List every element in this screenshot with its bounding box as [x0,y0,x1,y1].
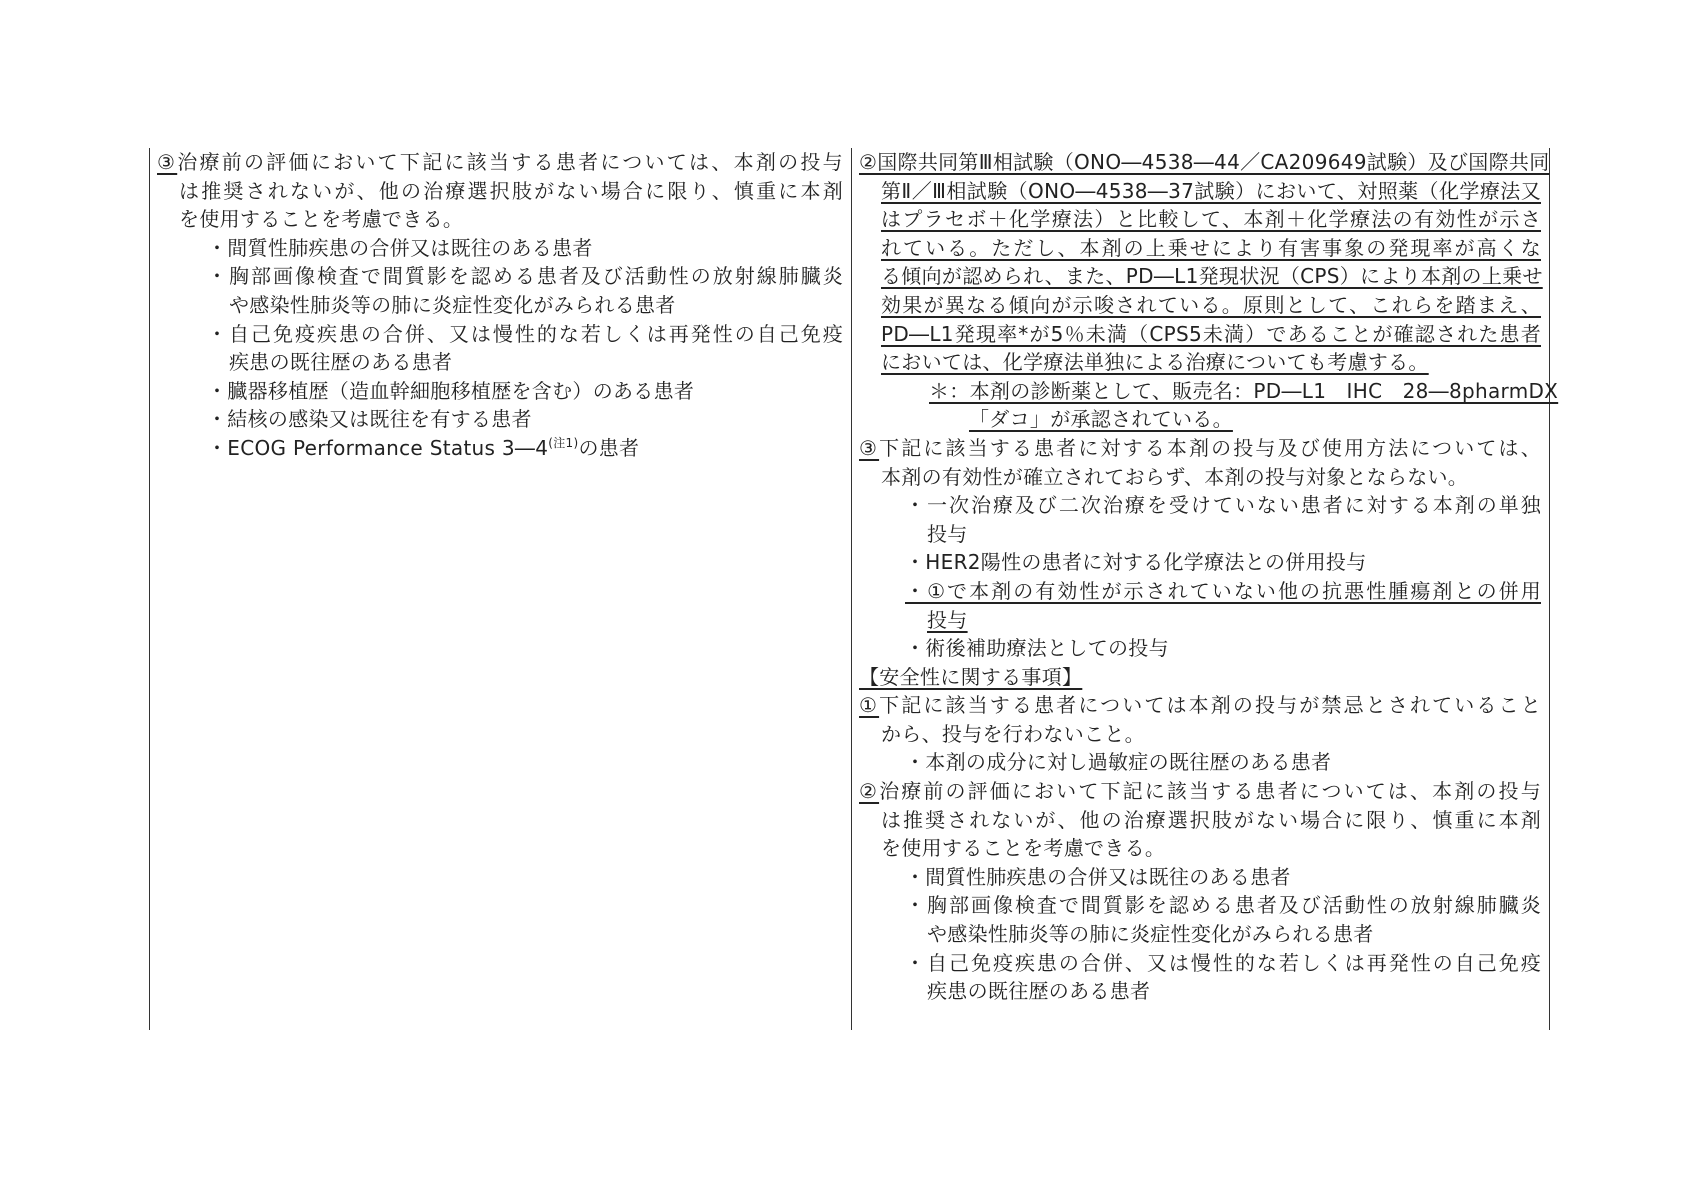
circled-number: ① [859,693,880,718]
circled-number: ③ [859,435,880,460]
underlined-text: 【安全性に関する事項】 [859,664,1083,689]
document-table [149,148,1559,1030]
text-line: ・HER2陽性の患者に対する化学療法との併用投与 [905,550,1367,575]
text-line: や感染性肺炎等の肺に炎症性変化がみられる患者 [927,922,1374,947]
line-text: ・ECOG Performance Status 3―4 [207,435,549,460]
text-line: ・胸部画像検査で間質影を認める患者及び活動性の放射線肺臓炎 [905,893,1541,918]
line-text: 治療前の評価において下記に該当する患者については、本剤の投与 [879,779,1541,804]
underlined-text: 効果が異なる傾向が示唆されている。原則として、これらを踏まえ、 [881,292,1541,317]
text-line: ・間質性肺疾患の合併又は既往のある患者 [207,235,593,260]
text-line [859,234,1541,263]
text-line [859,691,1541,720]
text-line [859,777,1541,806]
circled-number: ③ [157,150,178,174]
text-line [859,262,1541,291]
text-line [859,434,1541,463]
left-column [157,148,843,463]
table-column-divider [851,148,852,1030]
text-line: ・間質性肺疾患の合併又は既往のある患者 [905,864,1291,889]
line-text: 下記に該当する患者については本剤の投与が禁忌とされていること [879,693,1541,718]
text-line [859,577,1541,606]
text-line [859,348,1541,377]
text-line [859,148,1550,177]
text-line: 疾患の既往歴のある患者 [927,979,1151,1004]
text-line [859,177,1541,206]
text-line: ・本剤の成分に対し過敏症の既往歴のある患者 [905,750,1332,775]
text-line: ・自己免疫疾患の合併、又は慢性的な若しくは再発性の自己免疫 [905,950,1541,975]
text-line: ・臓器移植歴（造血幹細胞移植歴を含む）のある患者 [207,378,695,403]
underlined-text: 「ダコ」が承認されている。 [969,407,1233,432]
underlined-text: はプラセボ＋化学療法）と比較して、本剤＋化学療法の有効性が示さ [881,207,1541,232]
text-line [859,663,1541,692]
text-line: 投与 [927,521,968,546]
underlined-text: ・①で本剤の有効性が示されていない他の抗悪性腫瘍剤との併用 [905,578,1541,603]
right-column [859,148,1559,1006]
underlined-text: 投与 [927,607,968,632]
text-line: ・自己免疫疾患の合併、又は慢性的な若しくは再発性の自己免疫 [207,321,843,346]
text-line: 本剤の有効性が確立されておらず、本剤の投与対象とならない。 [881,464,1469,489]
text-line [157,148,843,177]
footnote-ref: (注1) [548,435,579,450]
table-right-border [1549,148,1550,1030]
text-line [157,434,843,463]
text-line: を使用することを考慮できる。 [179,207,464,232]
text-line: ・一次治療及び二次治療を受けていない患者に対する本剤の単独 [905,493,1541,518]
text-line: を使用することを考慮できる。 [881,836,1166,861]
text-line [859,405,1541,434]
underlined-text: る傾向が認められ、また、PD―L1発現状況（CPS）により本剤の上乗せ [881,264,1543,289]
text-line: ・結核の感染又は既往を有する患者 [207,407,532,432]
underlined-text: 第Ⅱ／Ⅲ相試験（ONO―4538―37試験）において、対照薬（化学療法又 [881,178,1541,203]
text-line [859,291,1541,320]
text-line: ・胸部画像検査で間質影を認める患者及び活動性の放射線肺臓炎 [207,264,843,289]
text-line: 疾患の既往歴のある患者 [229,350,453,375]
table-left-border [149,148,150,1030]
underlined-text: れている。ただし、本剤の上乗せにより有害事象の発現率が高くな [881,235,1541,260]
circled-number: ② [859,779,880,804]
underlined-text: ＊：本剤の診断薬として、販売名：PD―L1 IHC 28―8pharmDX [929,378,1559,403]
text-line [859,205,1541,234]
text-line: から、投与を行わないこと。 [881,721,1145,746]
underlined-text: ②国際共同第Ⅲ相試験（ONO―4538―44／CA209649試験）及び国際共同 [859,150,1550,174]
text-line: ・術後補助療法としての投与 [905,636,1169,661]
text-line [859,377,1559,406]
text-line [859,320,1541,349]
text-line: は推奨されないが、他の治療選択肢がない場合に限り、慎重に本剤 [881,807,1541,832]
text-line: は推奨されないが、他の治療選択肢がない場合に限り、慎重に本剤 [179,178,843,203]
text-line [859,606,1541,635]
underlined-text: PD―L1発現率*が5％未満（CPS5未満）であることが確認された患者 [881,321,1541,346]
underlined-text: においては、化学療法単独による治療についても考慮する。 [881,350,1429,375]
text-line: や感染性肺炎等の肺に炎症性変化がみられる患者 [229,292,676,317]
line-text: 下記に該当する患者に対する本剤の投与及び使用方法については、 [879,435,1541,460]
line-text: の患者 [578,435,640,460]
line-text: 治療前の評価において下記に該当する患者については、本剤の投与 [177,150,843,174]
